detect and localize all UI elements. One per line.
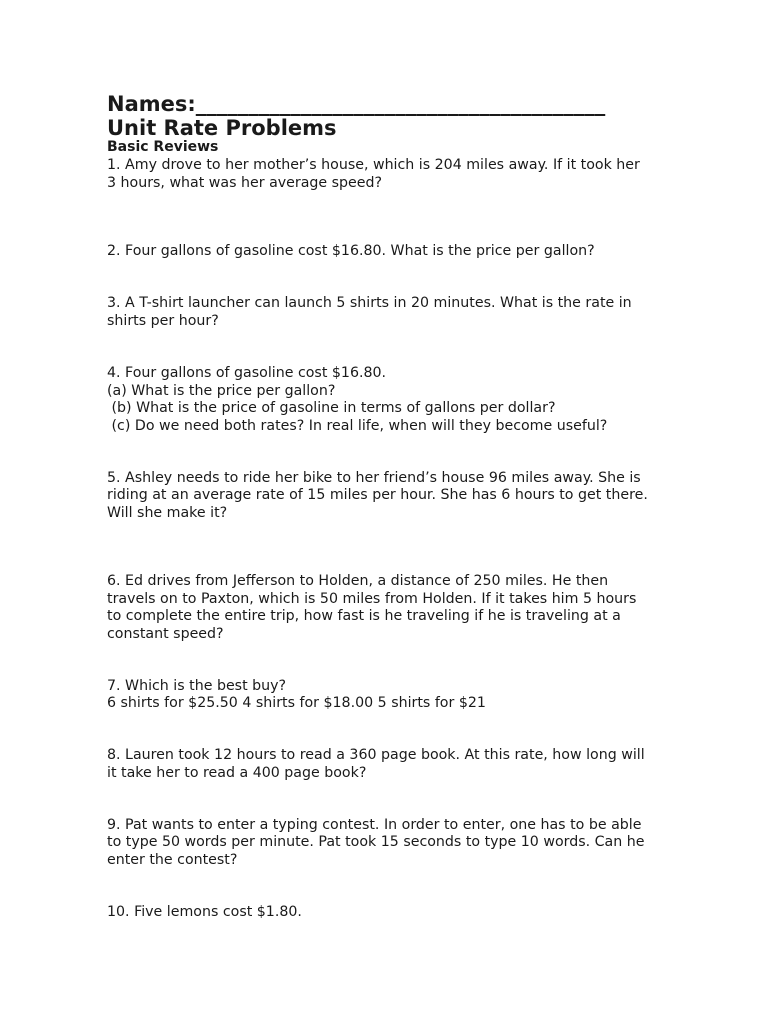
question-5-line-2: riding at an average rate of 15 miles per hour. She has 6 hours to get there. xyxy=(107,487,648,503)
question-6-line-3: to complete the entire trip, how fast is he traveling if he is traveling at a xyxy=(107,608,621,624)
question-4-line-1: 4. Four gallons of gasoline cost $16.80. xyxy=(107,365,387,381)
question-9-line-2: to type 50 words per minute. Pat took 15 seconds to type 10 words. Can he xyxy=(107,834,645,850)
question-2-line-1: 2. Four gallons of gasoline cost $16.80. What is the price per gallon? xyxy=(107,243,595,259)
question-5-line-1: 5. Ashley needs to ride her bike to her friend’s house 96 miles away. She is xyxy=(107,470,641,486)
question-6-line-4: constant speed? xyxy=(107,626,224,642)
question-4-line-4: (c) Do we need both rates? In real life, when will they become useful? xyxy=(107,418,608,434)
question-8-line-1: 8. Lauren took 12 hours to read a 360 page book. At this rate, how long will xyxy=(107,747,645,763)
question-10-line-1: 10. Five lemons cost $1.80. xyxy=(107,904,302,920)
section-subtitle: Basic Reviews xyxy=(107,139,219,155)
page-title: Unit Rate Problems xyxy=(107,116,337,140)
question-7-line-1: 7. Which is the best buy? xyxy=(107,678,287,694)
question-6-line-2: travels on to Paxton, which is 50 miles from Holden. If it takes him 5 hours xyxy=(107,591,637,607)
names-label: Names:_______________________________________ xyxy=(107,92,606,116)
question-8-line-2: it take her to read a 400 page book? xyxy=(107,765,367,781)
question-3-line-1: 3. A T-shirt launcher can launch 5 shirts in 20 minutes. What is the rate in xyxy=(107,295,632,311)
question-7-line-2: 6 shirts for $25.50 4 shirts for $18.00 5 shirts for $21 xyxy=(107,695,486,711)
question-1-line-1: 1. Amy drove to her mother’s house, which is 204 miles away. If it took her xyxy=(107,157,640,173)
question-9-line-1: 9. Pat wants to enter a typing contest. In order to enter, one has to be able xyxy=(107,817,642,833)
question-9-line-3: enter the contest? xyxy=(107,852,238,868)
question-4-line-2: (a) What is the price per gallon? xyxy=(107,383,336,399)
question-1-line-2: 3 hours, what was her average speed? xyxy=(107,175,383,191)
question-4-line-3: (b) What is the price of gasoline in terms of gallons per dollar? xyxy=(107,400,556,416)
question-3-line-2: shirts per hour? xyxy=(107,313,219,329)
question-5-line-3: Will she make it? xyxy=(107,505,228,521)
question-6-line-1: 6. Ed drives from Jefferson to Holden, a distance of 250 miles. He then xyxy=(107,573,609,589)
